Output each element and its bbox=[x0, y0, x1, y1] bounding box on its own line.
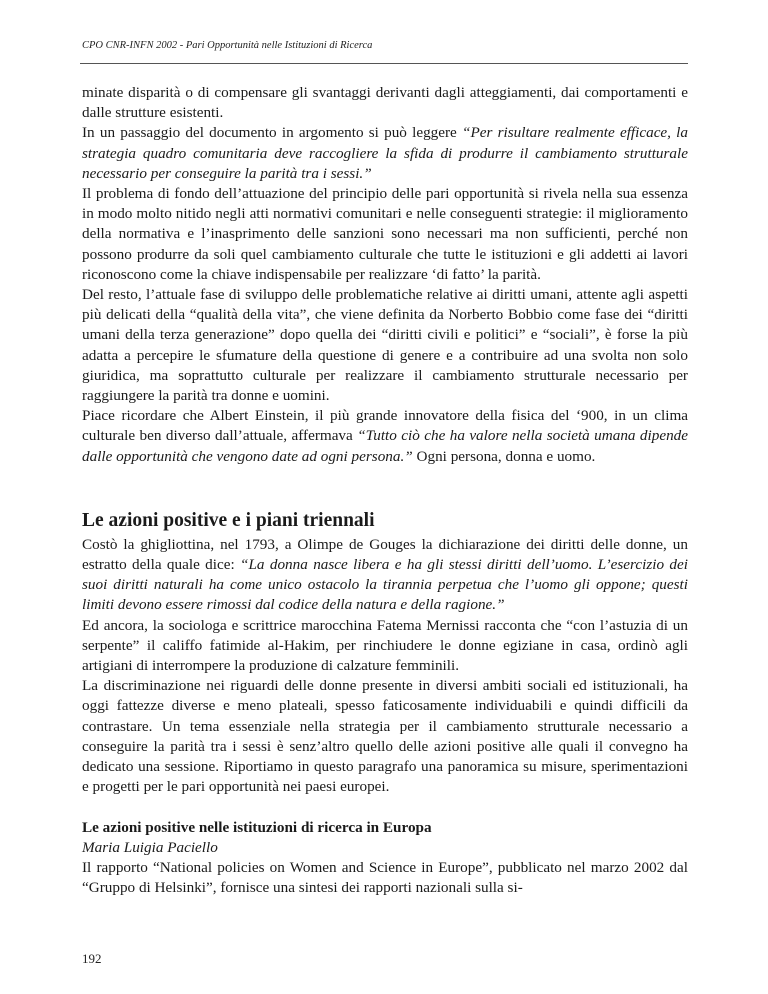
paragraph-text: In un passaggio del documento in argomento si può leggere bbox=[82, 124, 463, 142]
paragraph-text: Costò la ghigliottina, nel 1793, a Olimpe de Gouges la dichiarazione dei diritti delle donne, un estratto della quale dice: bbox=[82, 535, 688, 574]
running-header: CPO CNR-INFN 2002 - Pari Opportunità nelle Istituzioni di Ricerca bbox=[82, 40, 373, 51]
paragraph-text: Ogni persona, donna e uomo. bbox=[412, 447, 596, 465]
quotation: “Per risultare realmente efficace, la strategia quadro comunitaria deve raccogliere la sfida di produrre il cambiamento strutturale necessario per conseguire la parità tra i sessi.” bbox=[82, 124, 688, 182]
paragraph: Il rapporto “National policies on Women and Science in Europe”, pubblicato nel marzo 2002 dal “Gruppo di Helsinki”, fornisce una sintesi dei rapporti nazionali sulla si- bbox=[82, 858, 688, 897]
page-body bbox=[82, 83, 688, 898]
page-number: 192 bbox=[82, 951, 102, 966]
quotation: “La donna nasce libera e ha gli stessi diritti dell’uomo. L’esercizio dei suoi diritti naturali ha come unico ostacolo la tirannia perpetua che l’uomo gli oppone; questi limiti devono essere rimossi dal codice della natura e della ragione.” bbox=[82, 556, 688, 614]
paragraph: Del resto, l’attuale fase di sviluppo delle problematiche relative ai diritti umani, attente agli aspetti più delicati della “qualità della vita”, che viene definita da Norberto Bobbio come fase dei “diritti umani della terza generazione” dopo quella dei “diritti civili e politici” e “sociali”, è forse la più adatta a percepire le sfumature della questione di genere e a contribuire ad una svolta non solo giuridica, ma soprattutto culturale per realizzare il cambiamento strutturale necessario per raggiungere la parità tra donne e uomini. bbox=[82, 286, 688, 405]
paragraph bbox=[82, 535, 688, 616]
paragraph: La discriminazione nei riguardi delle donne presente in diversi ambiti sociali ed istituzionali, ha oggi fattezze diverse e meno plateali, spesso faticosamente individuabili e quindi difficili da contrastare. Un tema essenziale nella strategia per il cambiamento strutturale necessario a conseguire la parità tra i sessi è senz’altro quello delle azioni positive alle quali il convegno ha dedicato una sessione. Riportiamo in questo paragrafo una panoramica su misure, sperimentazioni e progetti per le pari opportunità nei paesi europei. bbox=[82, 677, 688, 796]
section-heading: Le azioni positive e i piani triennali bbox=[82, 509, 375, 531]
paragraph bbox=[82, 406, 688, 467]
author-name: Maria Luigia Paciello bbox=[82, 838, 218, 856]
paragraph: Il problema di fondo dell’attuazione del principio delle pari opportunità si rivela nella sua essenza in modo molto nitido negli atti normativi comunitari e nelle conseguenti strategie: il miglioramento della normativa e l’inasprimento delle sanzioni sono necessari ma non sufficienti, perché non possono produrre da soli quel cambiamento culturale che tutte le istituzioni e gli addetti ai lavori riconoscono come la chiave indispensabile per realizzare ‘di fatto’ la parità. bbox=[82, 185, 688, 283]
paragraph: Ed ancora, la sociologa e scrittrice marocchina Fatema Mernissi racconta che “con l’astuzia di un serpente” il califfo fatimide al-Hakim, per rinchiudere le donne egiziane in casa, ordinò agli artigiani di interrompere la produzione di calzature femminili. bbox=[82, 616, 688, 675]
subsection-heading: Le azioni positive nelle istituzioni di ricerca in Europa bbox=[82, 818, 432, 836]
paragraph-text: Piace ricordare che Albert Einstein, il più grande innovatore della fisica del ‘900, in un clima culturale ben diverso dall’attuale, affermava bbox=[82, 407, 688, 445]
paragraph bbox=[82, 123, 688, 184]
header-rule bbox=[80, 63, 688, 64]
paragraph: minate disparità o di compensare gli svantaggi derivanti dagli atteggiamenti, dai comportamenti e dalle strutture esistenti. bbox=[82, 84, 688, 122]
quotation: “Tutto ciò che ha valore nella società umana dipende dalle opportunità che vengono date ad ogni persona.” bbox=[82, 427, 688, 465]
